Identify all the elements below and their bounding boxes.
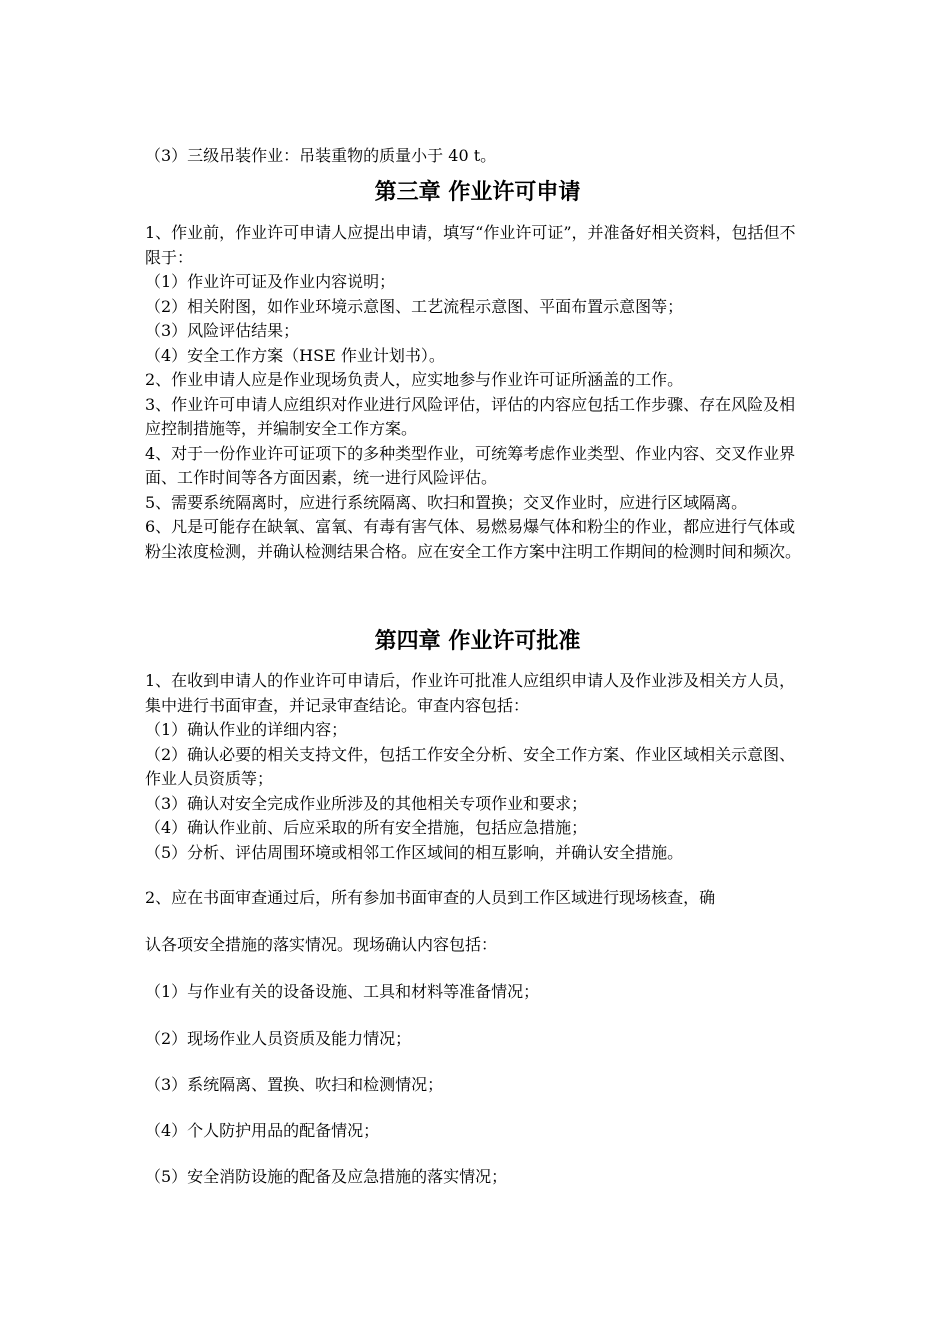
paragraph: 2、应在书面审查通过后，所有参加书面审查的人员到工作区域进行现场核查，确 [145,888,716,907]
list-item: （3）确认对安全完成作业所涉及的其他相关专项作业和要求； [145,793,588,813]
list-item: （4）安全工作方案（HSE 作业计划书）。 [145,345,445,365]
chapter4-title: 第四章 作业许可批准 [374,629,581,654]
chapter4-body [145,669,810,865]
list-item: （1）确认作业的详细内容； [145,720,348,739]
list-item: （2）确认必要的相关支持文件，包括工作安全分析、安全工作方案、作业区域相关示意图、作业人员资质等； [145,744,796,788]
paragraph: 1、在收到申请人的作业许可申请后，作业许可批准人应组织申请人及作业涉及相关方人员，集中进行书面审查，并记录审查结论。审查内容包括： [145,671,796,715]
list-item: （4）确认作业前、后应采取的所有安全措施，包括应急措施； [145,818,588,837]
paragraph: 认各项安全措施的落实情况。现场确认内容包括： [145,935,498,954]
list-item: （1）与作业有关的设备设施、工具和材料等准备情况； [145,982,540,1001]
list-item: （4）个人防护用品的配备情况； [145,1121,380,1140]
paragraph: 2、作业申请人应是作业现场负责人，应实地参与作业许可证所涵盖的工作。 [145,370,684,389]
paragraph: 1、作业前，作业许可申请人应提出申请，填写“作业许可证”，并准备好相关资料，包括但不限于： [145,223,796,267]
paragraph: 5、需要系统隔离时，应进行系统隔离、吹扫和置换；交叉作业时，应进行区域隔离。 [145,492,748,512]
list-item: （2）现场作业人员资质及能力情况； [145,1029,412,1048]
paragraph: 3、作业许可申请人应组织对作业进行风险评估，评估的内容应包括工作步骤、存在风险及相应控制措施等，并编制安全工作方案。 [145,394,796,438]
list-item: （3）系统隔离、置换、吹扫和检测情况； [145,1075,444,1094]
paragraph: 4、对于一份作业许可证项下的多种类型作业，可统筹考虑作业类型、作业内容、交叉作业界面、工作时间等各方面因素，统一进行风险评估。 [145,443,796,487]
chapter3-title: 第三章 作业许可申请 [374,180,581,205]
list-item: （5）分析、评估周围环境或相邻工作区域间的相互影响，并确认安全措施。 [145,842,684,862]
paragraph: 6、凡是可能存在缺氧、富氧、有毒有害气体、易燃易爆气体和粉尘的作业，都应进行气体或粉尘浓度检测，并确认检测结果合格。应在安全工作方案中注明工作期间的检测时间和频次。 [145,517,802,561]
intro-line: （3）三级吊装作业：吊装重物的质量小于 40 t。 [145,146,497,165]
list-item: （2）相关附图，如作业环境示意图、工艺流程示意图、平面布置示意图等； [145,296,684,316]
chapter3-body [145,221,810,564]
list-item: （5）安全消防设施的配备及应急措施的落实情况； [145,1167,508,1186]
list-item: （3）风险评估结果； [145,321,300,340]
list-item: （1）作业许可证及作业内容说明； [145,272,396,291]
